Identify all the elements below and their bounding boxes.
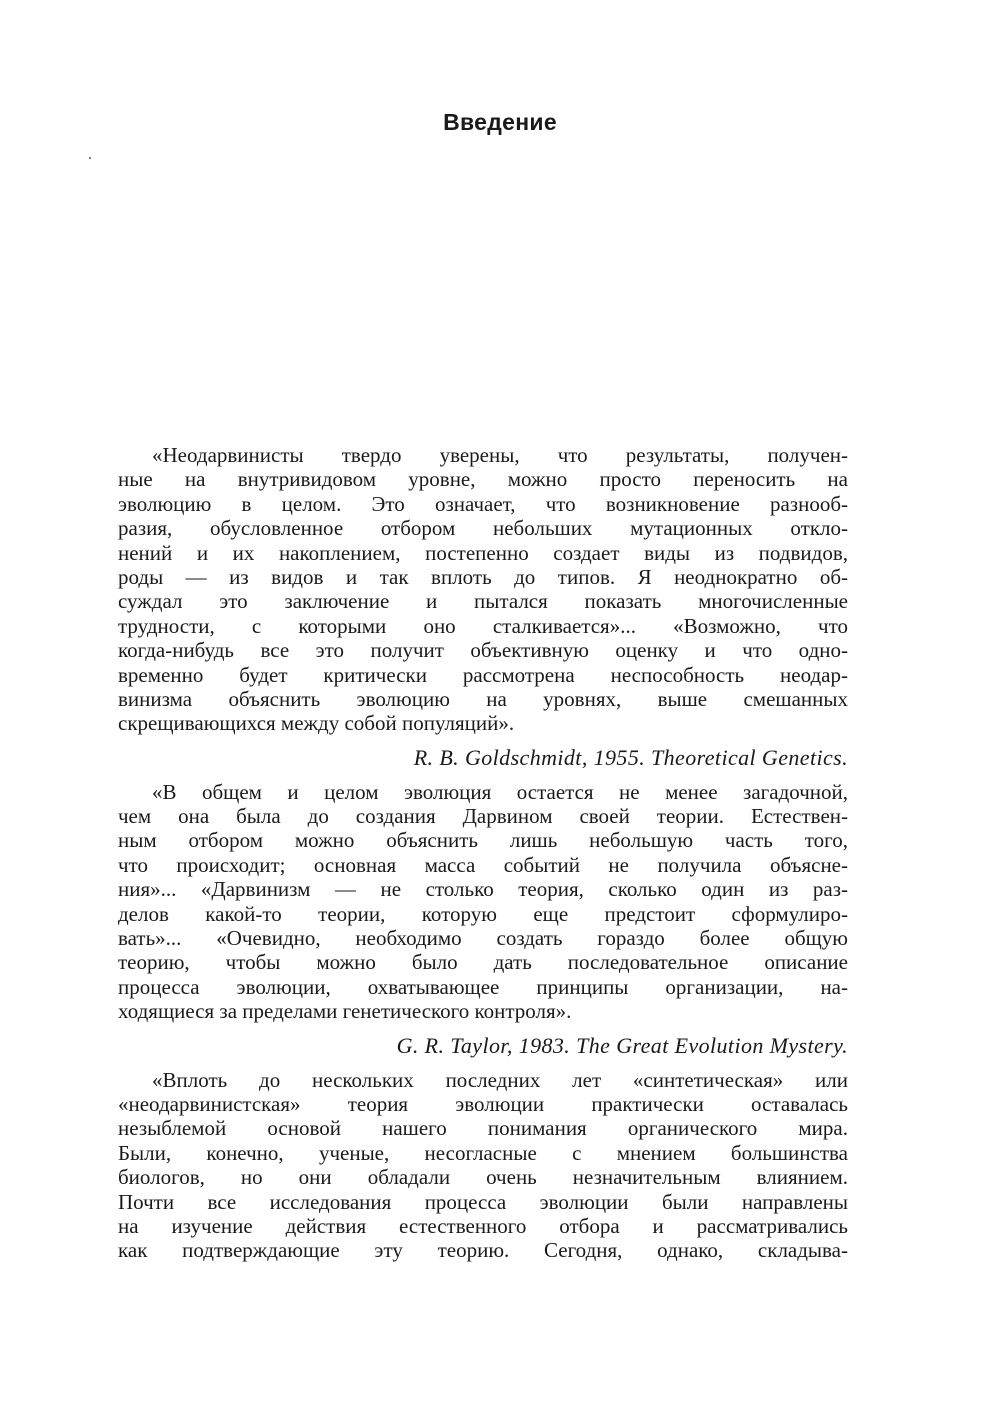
quote-line: Были, конечно, ученые, несогласные с мнением большинства — [118, 1140, 848, 1165]
quote-line: ния»... «Дарвинизм — не столько теория, сколько один из раз- — [118, 877, 848, 902]
quote-line: нений и их накоплением, постепенно создает виды из подвидов, — [118, 540, 848, 565]
quote-line: вать»... «Очевидно, необходимо создать гораздо более общую — [118, 926, 848, 951]
quote-line: делов какой-то теории, которую еще предстоит сформулиро- — [118, 901, 848, 926]
quote-line: «В общем и целом эволюция остается не менее загадочной, — [152, 779, 848, 804]
quote-line: на изучение действия естественного отбора и рассматривались — [118, 1213, 848, 1238]
quote-goldschmidt — [118, 443, 848, 772]
epigraphs — [118, 443, 848, 1263]
stray-dot — [89, 157, 91, 159]
quote-line: роды — из видов и так вплоть до типов. Я неоднократно об- — [118, 564, 848, 589]
quote-line: чем она была до создания Дарвином своей теории. Естествен- — [118, 804, 848, 829]
quote-line: суждал это заключение и пытался показать многочисленные — [118, 589, 848, 614]
quote-line: теорию, чтобы можно было дать последовательное описание — [118, 950, 848, 975]
quote-line: эволюцию в целом. Это означает, что возникновение разнооб- — [118, 491, 848, 516]
quote-line: «Неодарвинисты твердо уверены, что результаты, получен- — [152, 443, 848, 467]
page-title: Введение — [443, 109, 557, 136]
quote-line: процесса эволюции, охватывающее принципы организации, на- — [118, 974, 848, 999]
quote-line: временно будет критически рассмотрена неспособность неодар- — [118, 662, 848, 687]
quote-taylor — [118, 780, 848, 1060]
quote-line: винизма объяснить эволюцию на уровнях, выше смешанных — [118, 686, 848, 711]
quote-line: Почти все исследования процесса эволюции были направлены — [118, 1189, 848, 1214]
quote-line: ные на внутривидовом уровне, можно просто переносить на — [118, 467, 848, 492]
quote-line: биологов, но они обладали очень незначительным влиянием. — [118, 1165, 848, 1190]
quote-line: разия, обусловленное отбором небольших мутационных откло- — [118, 516, 848, 541]
quote-line: как подтверждающие эту теорию. Сегодня, однако, складыва- — [118, 1238, 848, 1263]
quote-line: «Вплоть до нескольких последних лет «синтетическая» или — [152, 1067, 848, 1092]
quote-line: трудности, с которыми оно сталкивается»... «Возможно, что — [118, 613, 848, 638]
quote-attribution: G. R. Taylor, 1983. The Great Evolution Mystery. — [396, 1032, 848, 1058]
quote-line: когда-нибудь все это получит объективную оценку и что одно- — [118, 638, 848, 663]
quote-line: ным отбором можно объяснить лишь небольшую часть того, — [118, 828, 848, 853]
quote-line: что происходит; основная масса событий не получила объясне- — [118, 852, 848, 877]
quote-line: незыблемой основой нашего понимания органического мира. — [118, 1116, 848, 1141]
quote-line: «неодарвинистская» теория эволюции практически оставалась — [118, 1091, 848, 1116]
quote-third — [118, 1068, 848, 1263]
quote-attribution: R. B. Goldschmidt, 1955. Theoretical Genetics. — [413, 744, 848, 770]
quote-line: ходящиеся за пределами генетического контроля». — [118, 999, 572, 1024]
quote-line: скрещивающихся между собой популяций». — [118, 711, 515, 736]
